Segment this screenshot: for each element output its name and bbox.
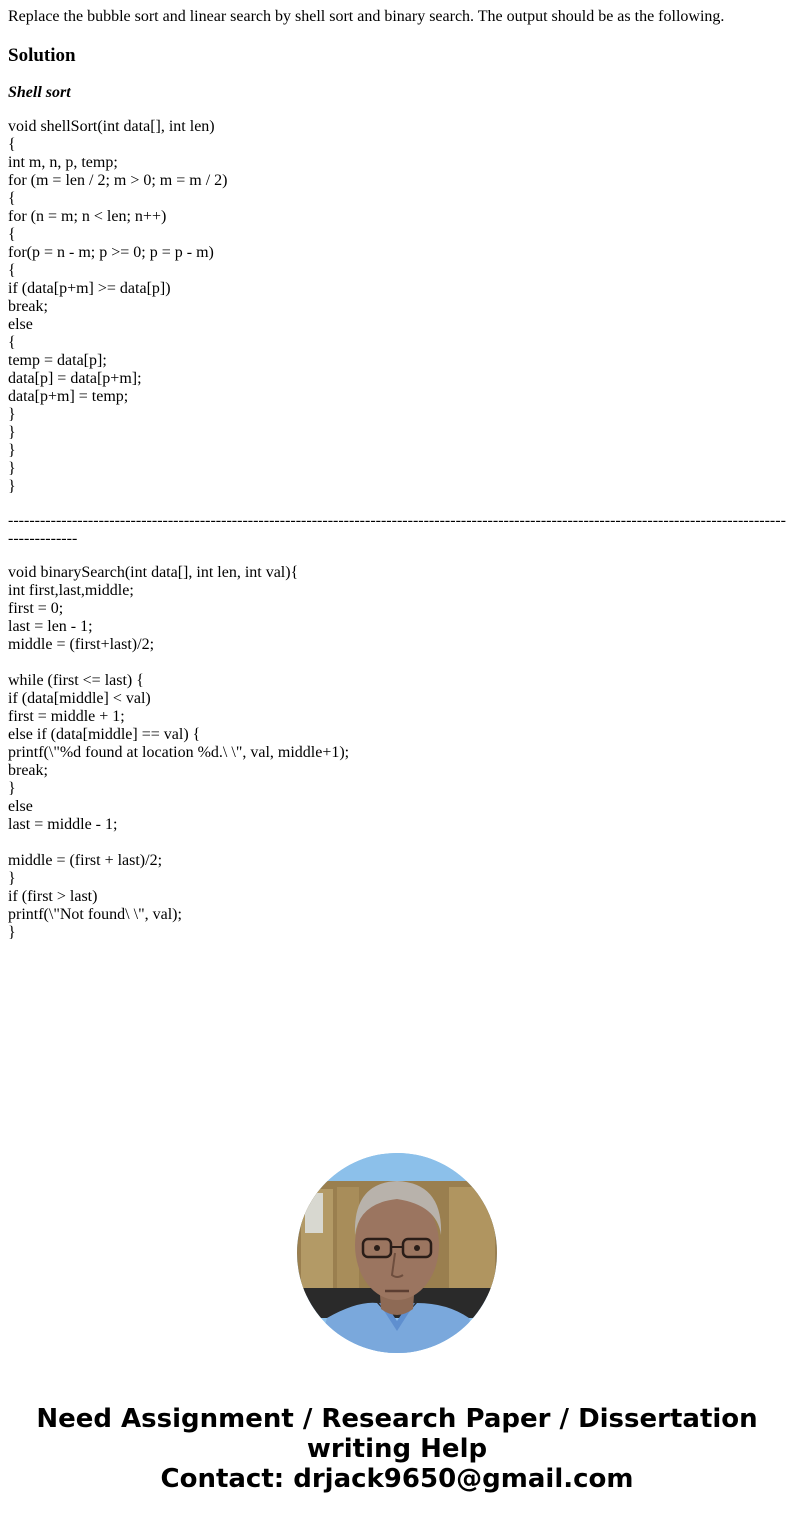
code-line: for (n = m; n < len; n++) xyxy=(8,208,167,225)
code-line: first = 0; xyxy=(8,600,64,617)
shell-sort-code xyxy=(8,118,786,496)
code-line: } xyxy=(8,924,16,941)
code-line: last = middle - 1; xyxy=(8,816,118,833)
code-line: if (first > last) xyxy=(8,888,98,905)
dashed-separator: --------------------------------------------------------------------------------------------------------------------------------------------------------------- xyxy=(8,512,786,547)
code-line: while (first <= last) { xyxy=(8,672,144,689)
code-line: first = middle + 1; xyxy=(8,708,125,725)
code-line: break; xyxy=(8,762,48,779)
code-line: else xyxy=(8,316,33,333)
code-line: for (m = len / 2; m > 0; m = m / 2) xyxy=(8,172,228,189)
code-line: } xyxy=(8,780,16,797)
shell-sort-heading: Shell sort xyxy=(8,84,71,101)
code-line: printf(\"%d found at location %d.\ \", val, middle+1); xyxy=(8,744,350,761)
code-line: { xyxy=(8,262,16,279)
binary-search-code xyxy=(8,564,786,942)
code-line: } xyxy=(8,406,16,423)
code-line: printf(\"Not found\ \", val); xyxy=(8,906,182,923)
code-line: { xyxy=(8,136,16,153)
code-line: } xyxy=(8,424,16,441)
intro-text: Replace the bubble sort and linear search by shell sort and binary search. The output should be as the following. xyxy=(8,8,725,25)
code-line: if (data[p+m] >= data[p]) xyxy=(8,280,171,297)
footer-contact-email: Contact: drjack9650@gmail.com xyxy=(160,1464,634,1494)
avatar xyxy=(297,1153,497,1353)
code-line: last = len - 1; xyxy=(8,618,93,635)
code-line: else xyxy=(8,798,33,815)
code-line: { xyxy=(8,334,16,351)
code-line: } xyxy=(8,478,16,495)
code-line: void shellSort(int data[], int len) xyxy=(8,118,215,135)
code-line: } xyxy=(8,870,16,887)
contact-footer xyxy=(0,1404,794,1494)
code-line: break; xyxy=(8,298,48,315)
code-line: int first,last,middle; xyxy=(8,582,134,599)
solution-heading: Solution xyxy=(8,45,76,66)
code-line: middle = (first+last)/2; xyxy=(8,636,155,653)
code-line: { xyxy=(8,190,16,207)
code-line: for(p = n - m; p >= 0; p = p - m) xyxy=(8,244,214,261)
code-line: { xyxy=(8,226,16,243)
code-line xyxy=(8,654,786,672)
code-line: if (data[middle] < val) xyxy=(8,690,151,707)
code-line: int m, n, p, temp; xyxy=(8,154,118,171)
code-line: data[p] = data[p+m]; xyxy=(8,370,142,387)
footer-line-1: Need Assignment / Research Paper / Dissertation xyxy=(36,1404,758,1434)
code-line xyxy=(8,834,786,852)
code-line: void binarySearch(int data[], int len, int val){ xyxy=(8,564,299,581)
code-line: } xyxy=(8,442,16,459)
code-line: } xyxy=(8,460,16,477)
code-line: else if (data[middle] == val) { xyxy=(8,726,201,743)
code-line: temp = data[p]; xyxy=(8,352,107,369)
code-line: data[p+m] = temp; xyxy=(8,388,129,405)
person-photo-icon xyxy=(297,1153,497,1353)
code-line: middle = (first + last)/2; xyxy=(8,852,163,869)
document-content xyxy=(8,8,786,942)
footer-line-2: writing Help xyxy=(306,1434,488,1464)
